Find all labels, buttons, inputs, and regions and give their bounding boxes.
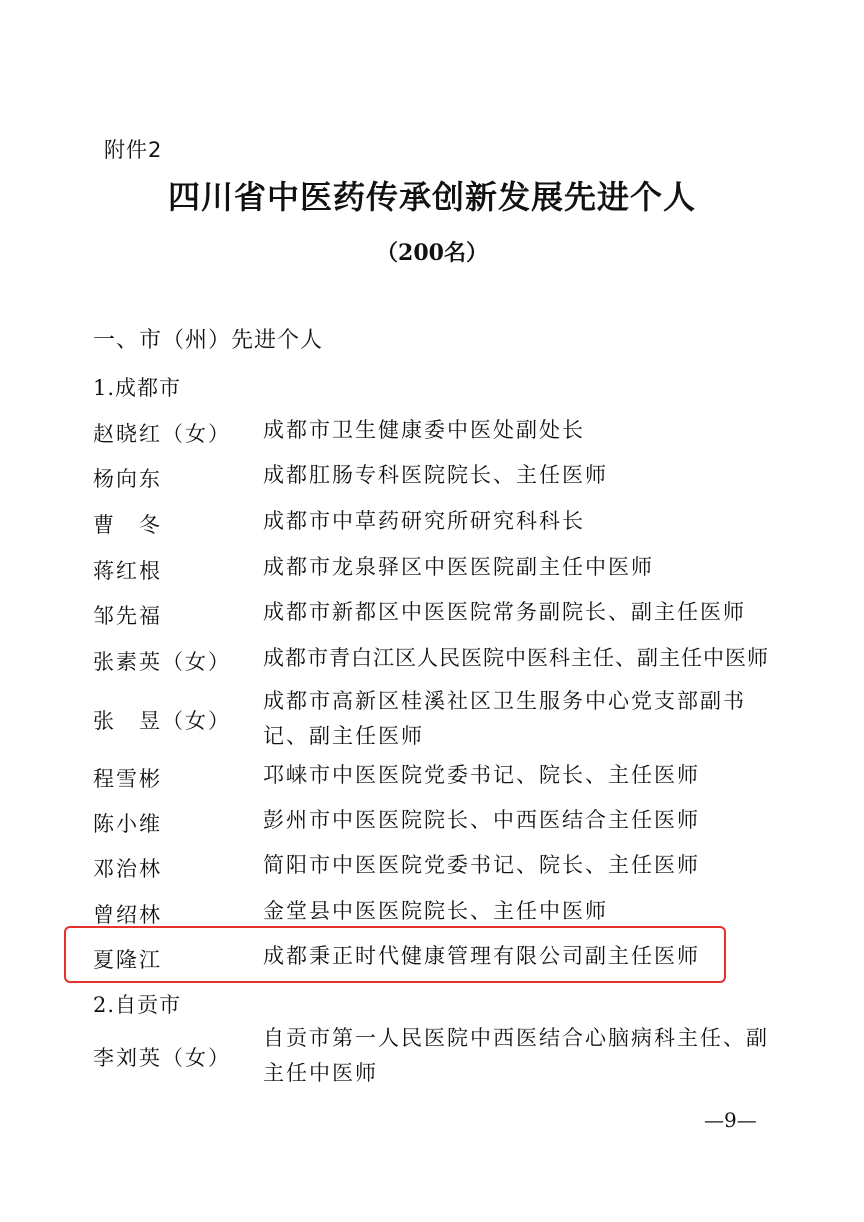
person-name: 程雪彬 (93, 767, 162, 791)
attachment-label: 附件2 (104, 138, 163, 162)
person-name: 张 昱（女） (93, 709, 231, 733)
highlight-box (64, 926, 726, 983)
person-desc: 成都市青白江区人民医院中医科主任、副主任中医师 (263, 646, 769, 670)
section-heading: 一、市（州）先进个人 (93, 328, 324, 353)
person-name: 蒋红根 (93, 559, 162, 583)
person-desc: 成都市高新区桂溪社区卫生服务中心党支部副书记、副主任医师 (263, 689, 746, 748)
person-name: 邓治林 (93, 857, 162, 881)
award-count: （200名） (376, 240, 488, 266)
person-desc: 成都市新都区中医医院常务副院长、副主任医师 (263, 600, 746, 624)
person-desc: 成都市卫生健康委中医处副处长 (263, 418, 585, 442)
person-desc: 成都肛肠专科医院院长、主任医师 (263, 463, 608, 487)
city-heading-zigong: 2.自贡市 (93, 993, 182, 1017)
person-name: 李刘英（女） (93, 1046, 231, 1070)
person-name: 陈小维 (93, 812, 162, 836)
person-name: 邹先福 (93, 604, 162, 628)
person-desc: 自贡市第一人民医院中西医结合心脑病科主任、副主任中医师 (263, 1026, 769, 1085)
person-desc-highlighted: 成都秉正时代健康管理有限公司副主任医师 (263, 944, 700, 968)
city-heading-chengdu: 1.成都市 (93, 376, 182, 400)
person-name-highlighted: 夏隆江 (93, 948, 162, 972)
person-name: 赵晓红（女） (93, 422, 231, 446)
person-desc: 彭州市中医医院院长、中西医结合主任医师 (263, 808, 700, 832)
person-desc: 成都市中草药研究所研究科科长 (263, 509, 585, 533)
person-name: 曹 冬 (93, 513, 162, 537)
document-title: 四川省中医药传承创新发展先进个人 (167, 178, 696, 216)
person-name: 杨向东 (93, 467, 162, 491)
person-desc: 邛崃市中医医院党委书记、院长、主任医师 (263, 763, 700, 787)
person-desc: 金堂县中医医院院长、主任中医师 (263, 899, 608, 923)
page-number: —9— (704, 1108, 757, 1132)
person-desc: 成都市龙泉驿区中医医院副主任中医师 (263, 555, 654, 579)
person-name: 曾绍林 (93, 903, 162, 927)
person-desc: 简阳市中医医院党委书记、院长、主任医师 (263, 853, 700, 877)
person-name: 张素英（女） (93, 650, 231, 674)
